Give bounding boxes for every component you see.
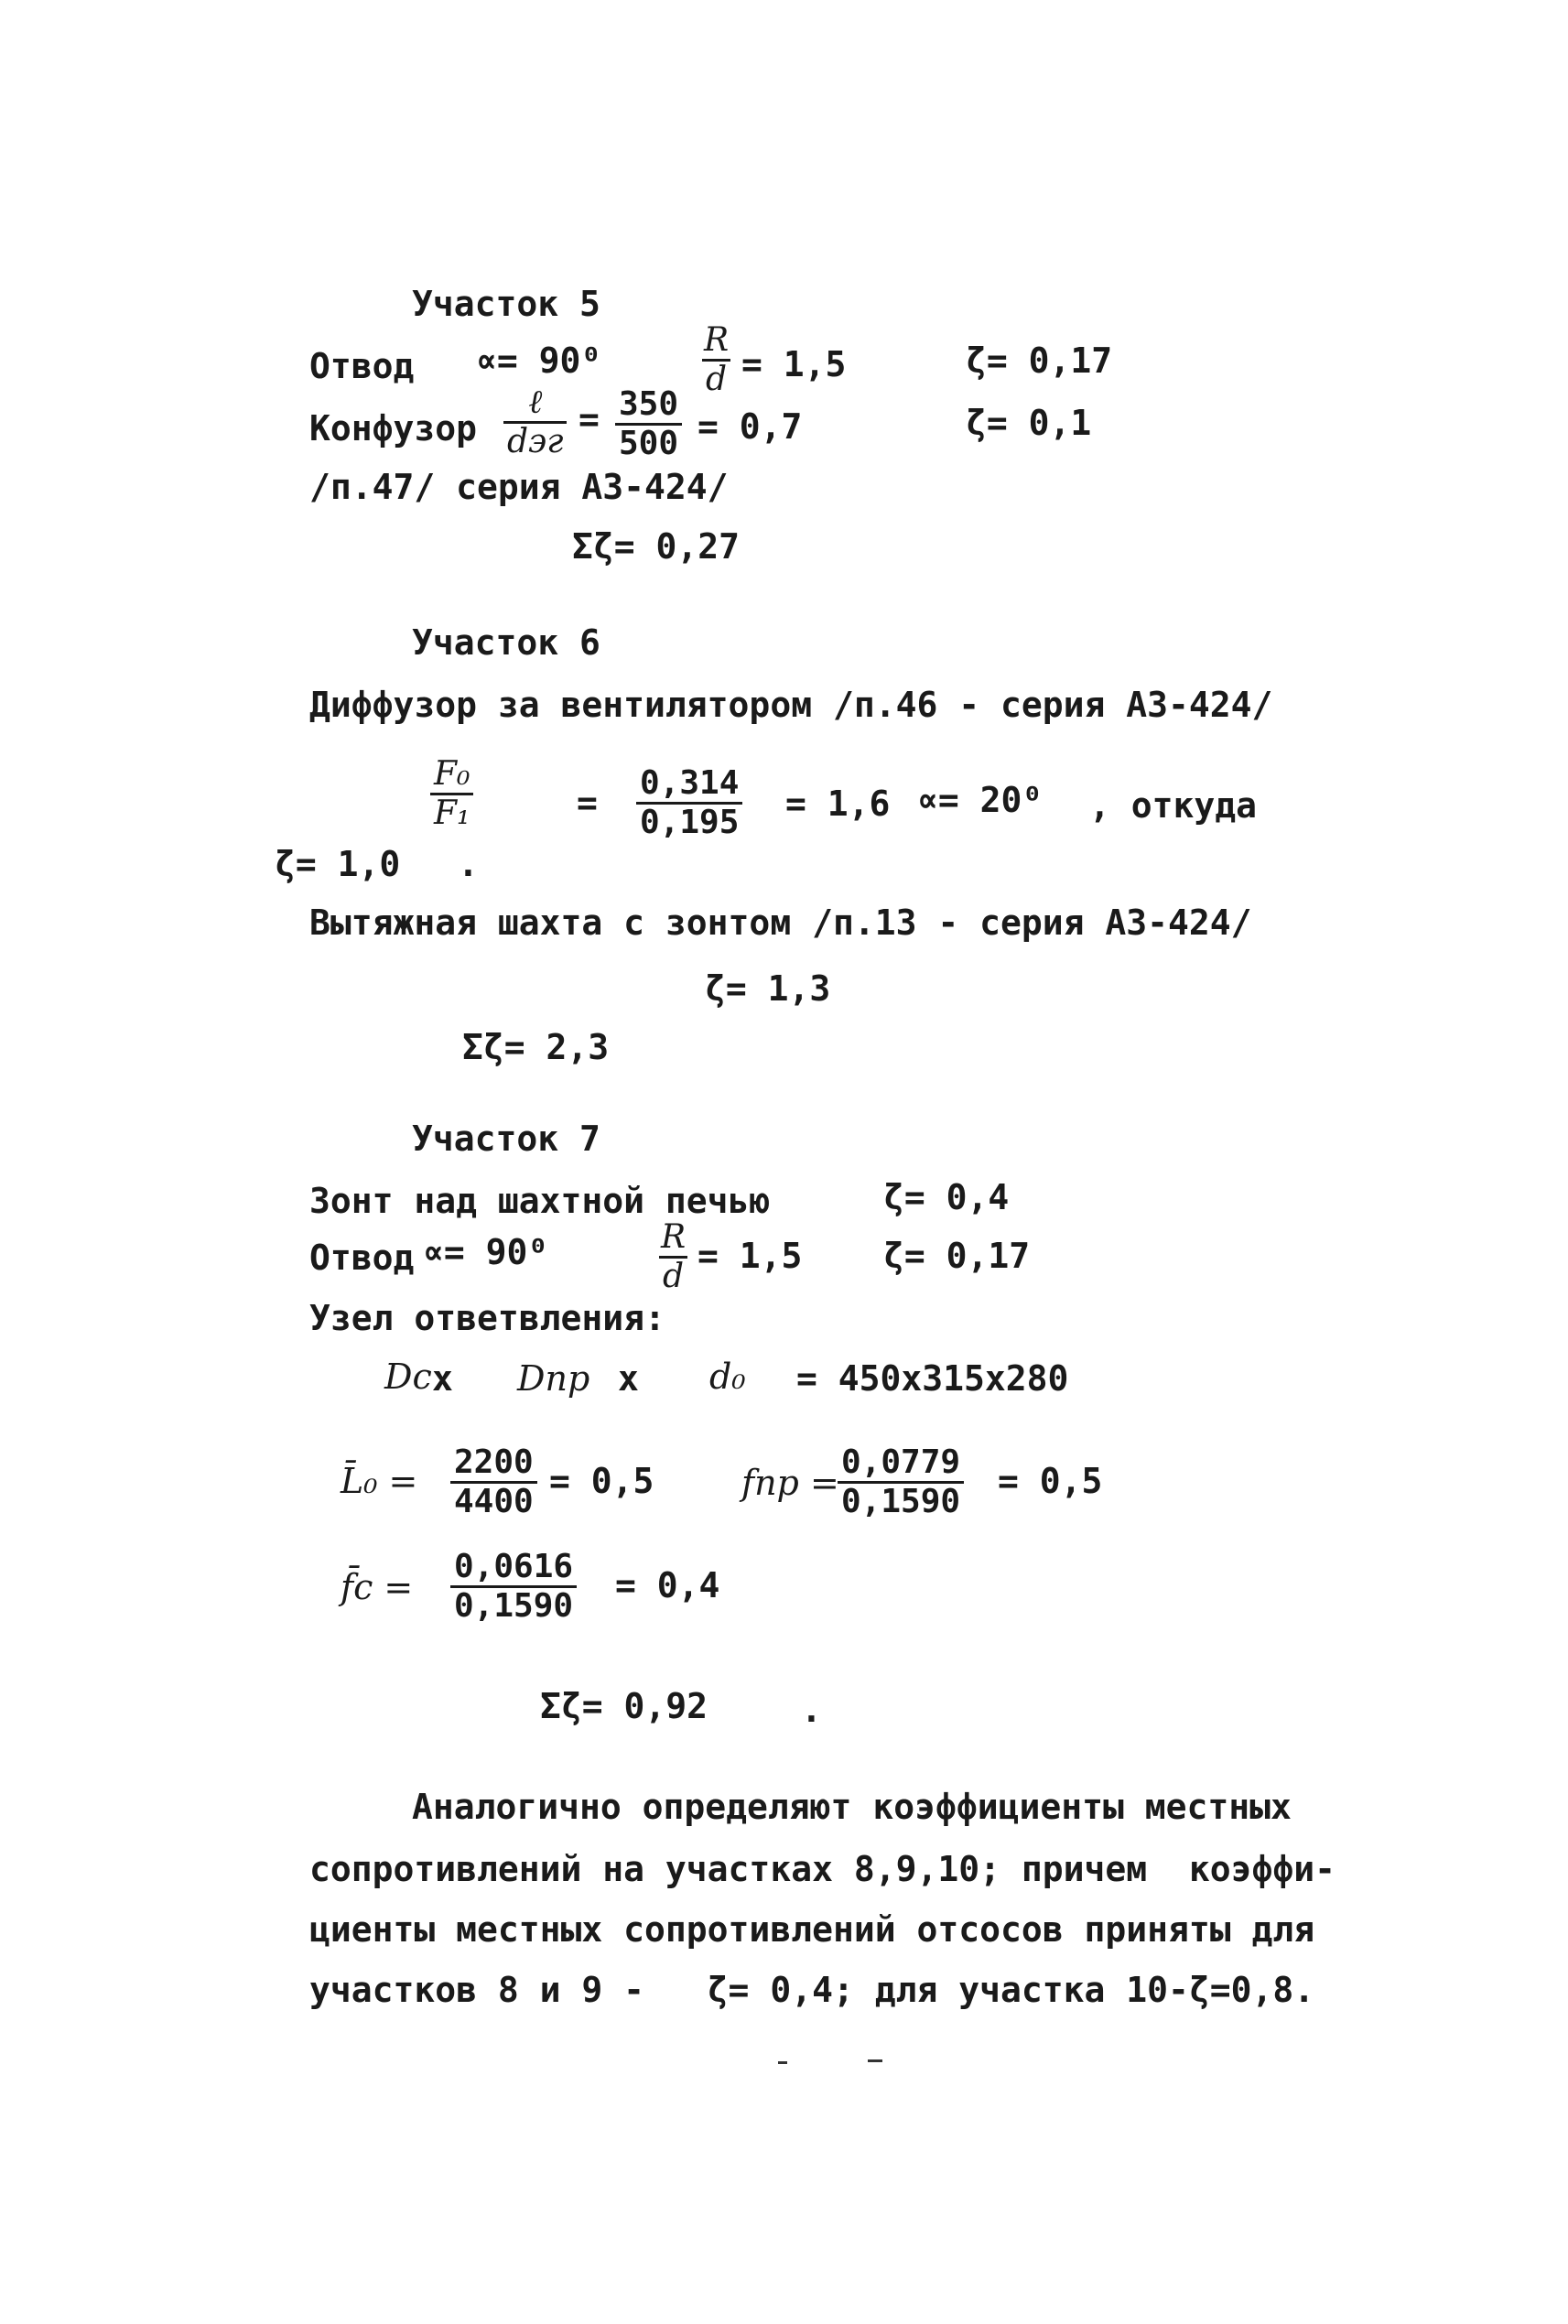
fraction-numerator: F₀ (434, 755, 470, 793)
section7-otvod-alpha: ∝= 90⁰ (423, 1232, 549, 1272)
fraction-denominator: 0,1590 (450, 1585, 577, 1625)
section7-fc-value: = 0,4 (615, 1565, 720, 1605)
section6-otkuda: , откуда (1089, 785, 1258, 826)
section7-dims-x2: x (618, 1358, 639, 1399)
section7-fc-label: f̄c = (341, 1567, 414, 1607)
ratio-numerator: R (704, 321, 730, 359)
ratio-denominator: d (659, 1256, 687, 1295)
fraction-numerator: 2200 (454, 1443, 534, 1481)
section6-sum: Σζ= 2,3 (462, 1027, 610, 1067)
section7-zont-line: Зонт над шахтной печью (309, 1181, 771, 1221)
section7-otvod-ratio-value: = 1,5 (697, 1236, 803, 1276)
section6-diffuzor-line: Диффузор за вентилятором /п.46 - серия А3-424/ (309, 685, 1273, 725)
section5-otvod-alpha: ∝= 90⁰ (476, 340, 602, 381)
section7-dims-dnp: Dпр (517, 1358, 590, 1399)
section7-otvod-zeta: ζ= 0,17 (883, 1236, 1031, 1276)
ratio-numerator: ℓ (528, 384, 543, 421)
section7-fnp-fraction (838, 1444, 964, 1520)
fraction-denominator: F₁ (430, 793, 473, 832)
conclusion-line-1: Аналогично определяют коэффициенты местных (412, 1787, 1292, 1827)
fraction-numerator: 350 (619, 385, 679, 423)
section6-period: . (458, 844, 479, 884)
section7-zont-zeta: ζ= 0,4 (883, 1177, 1010, 1217)
section7-dims-x1: x (432, 1358, 453, 1399)
section6-shahta-line: Вытяжная шахта с зонтом /п.13 - серия А3-424/ (309, 903, 1252, 943)
section5-konfuzor-l-ratio (503, 384, 567, 460)
section6-title: Участок 6 (412, 622, 600, 663)
section5-konfuzor-zeta: ζ= 0,1 (966, 403, 1092, 443)
section7-uzel-line: Узел ответвления: (309, 1298, 665, 1338)
conclusion-line-2: сопротивлений на участках 8,9,10; причем коэффи- (309, 1849, 1336, 1889)
section6-ratio-value: = 1,6 (785, 784, 891, 824)
fraction-denominator: 0,195 (636, 802, 742, 841)
fraction-numerator: 0,0616 (454, 1548, 574, 1585)
section7-title: Участок 7 (412, 1119, 600, 1159)
section6-eq: = (577, 783, 598, 823)
section6-alpha: ∝= 20⁰ (917, 780, 1044, 820)
section5-title: Участок 5 (412, 284, 600, 324)
section7-sum: Σζ= 0,92 (540, 1686, 708, 1726)
section5-konfuzor-value: = 0,7 (697, 406, 803, 447)
section7-L0-value: = 0,5 (549, 1461, 654, 1501)
section6-zeta2: ζ= 1,3 (705, 968, 831, 1009)
fraction-denominator: 500 (615, 423, 682, 462)
scan-mark (868, 2059, 882, 2062)
section5-reference: /п.47/ серия А3-424/ (309, 467, 729, 507)
fraction-denominator: 4400 (450, 1481, 537, 1520)
fraction-numerator: 0,314 (640, 764, 740, 802)
section7-otvod-ratio (657, 1219, 689, 1295)
section7-otvod-label: Отвод (309, 1238, 415, 1278)
section6-zeta1: ζ= 1,0 (275, 844, 401, 884)
section7-sum-period: . (801, 1690, 822, 1730)
fraction-numerator: 0,0779 (841, 1443, 961, 1481)
section5-konfuzor-fraction (615, 386, 682, 462)
ratio-denominator: dэг (503, 421, 567, 460)
section5-sum: Σζ= 0,27 (572, 526, 741, 567)
section6-area-ratio (430, 756, 473, 832)
section5-konfuzor-label: Конфузор (309, 408, 478, 449)
ratio-numerator: R (661, 1218, 687, 1256)
section7-L0-fraction (450, 1444, 537, 1520)
section7-fnp-label: fпр = (741, 1463, 839, 1503)
section7-fc-fraction (450, 1549, 577, 1625)
section7-dims-value: = 450x315x280 (796, 1358, 1069, 1399)
section7-dims-dc: Dc (384, 1357, 432, 1397)
ratio-denominator: d (702, 359, 730, 398)
fraction-denominator: 0,1590 (838, 1481, 964, 1520)
section5-otvod-ratio-value: = 1,5 (741, 344, 847, 384)
section5-otvod-ratio (700, 322, 732, 398)
conclusion-line-4: участков 8 и 9 - ζ= 0,4; для участка 10-ζ=0,8. (309, 1970, 1315, 2010)
scan-mark (778, 2061, 787, 2064)
section7-fnp-value: = 0,5 (998, 1461, 1103, 1501)
section5-otvod-zeta: ζ= 0,17 (966, 340, 1113, 381)
conclusion-line-3: циенты местных сопротивлений отсосов приняты для (309, 1909, 1315, 1950)
section6-area-values (636, 765, 742, 841)
section7-dims-do: d₀ (709, 1357, 746, 1397)
section5-konfuzor-eq: = (579, 399, 600, 439)
section7-L0-label: L̄₀ = (341, 1461, 418, 1501)
section5-otvod-label: Отвод (309, 346, 415, 386)
